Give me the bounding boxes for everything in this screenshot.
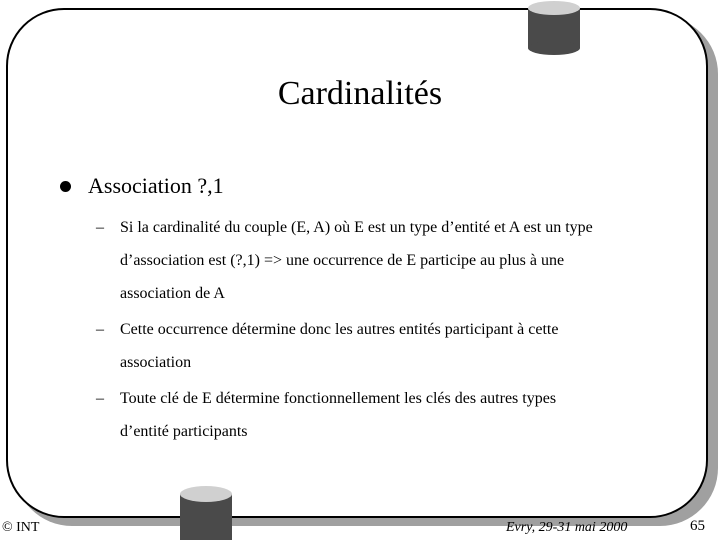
subpoint-text — [120, 382, 680, 448]
bullet-text: Association ?,1 — [88, 173, 224, 198]
subpoint-line: association de A — [120, 285, 225, 302]
page-number: 65 — [690, 518, 705, 534]
bullet-icon — [60, 181, 71, 192]
subpoint-line: Cette occurrence détermine donc les autres entités participant à cette — [120, 321, 559, 338]
subpoint-text — [120, 313, 680, 379]
subpoint-text — [120, 211, 680, 310]
dash-marker: – — [96, 390, 104, 407]
subpoint-line: association — [120, 354, 192, 371]
subpoint-line: d’association est (?,1) => une occurrence de E participe au plus à une — [120, 252, 565, 269]
database-cylinder-icon — [526, 0, 584, 58]
copyright-text: © INT — [2, 520, 40, 535]
subpoint-line: Toute clé de E détermine fonctionnellement les clés des autres types — [120, 390, 557, 407]
subpoint-line: Si la cardinalité du couple (E, A) où E est un type d’entité et A est un type — [120, 219, 593, 236]
database-cylinder-icon — [178, 484, 236, 540]
subpoint-line: d’entité participants — [120, 423, 248, 440]
slide-title: Cardinalités — [277, 75, 443, 112]
dash-marker: – — [96, 321, 104, 338]
event-text: Evry, 29-31 mai 2000 — [506, 520, 628, 535]
dash-marker: – — [96, 219, 104, 236]
